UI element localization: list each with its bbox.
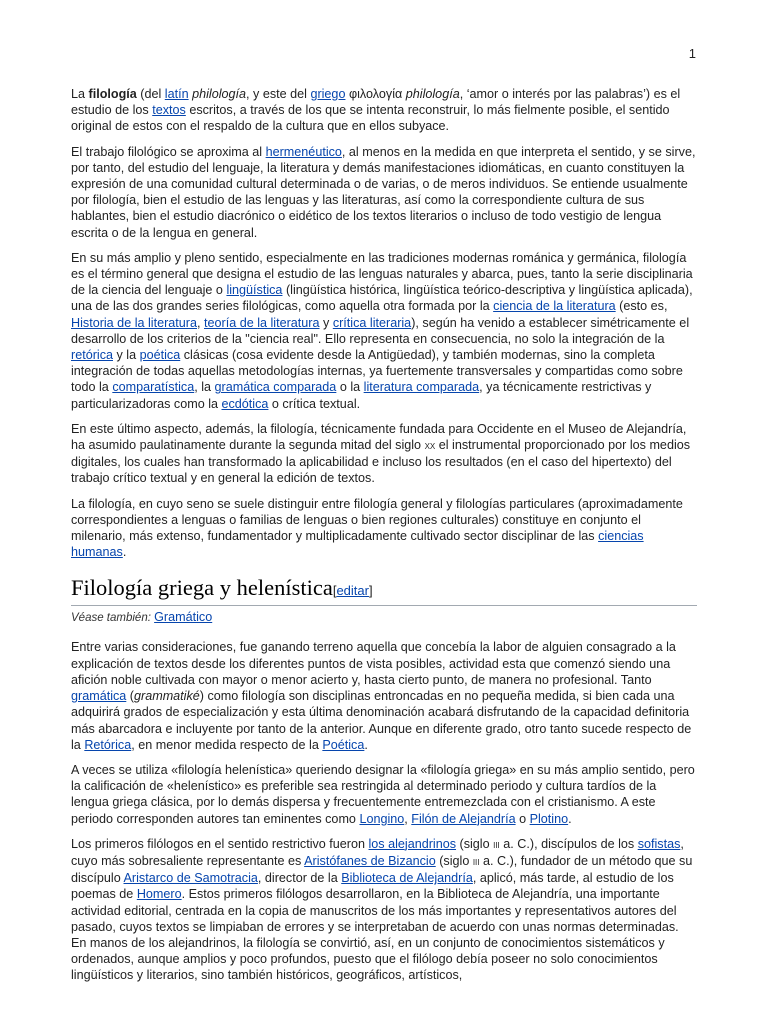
- text: En este último aspecto, además, la filología, técnicamente fundada para Occidente en el Museo de Alejandría, ha asumido paulatinamente durante la segunda mitad del siglo: [71, 421, 687, 453]
- text: A veces se utiliza «filología helenística» queriendo designar la «filología griega» en su más amplio sentido, pero la calificación de «helenístico» es preferible sea restringida al determinado periodo y cultura tardíos de la lengua griega clásica, por lo demás dispersa y frecuentemente entremezclada con el cristianismo. A este periodo corresponden autores tan eminentes como: [71, 762, 695, 826]
- text: En su más amplio y pleno sentido, especialmente en las tradiciones modernas románica y germánica, filología es el término general que designa el estudio de las lenguas naturales y abarca, pues, tanto la serie disciplinaria de la ciencia del lenguaje o: [71, 250, 693, 298]
- bracket-open: [: [332, 583, 337, 599]
- link-textos[interactable]: textos: [152, 103, 186, 118]
- etymology-latin: philología: [192, 87, 247, 101]
- link-linguistica[interactable]: lingüística: [226, 283, 283, 298]
- link-ciencias-humanas[interactable]: ciencias humanas: [71, 529, 644, 560]
- section-paragraph-3: [71, 836, 697, 984]
- text: , ‘amor o interés por las palabras’) es el estudio de los: [71, 87, 681, 118]
- section-paragraph-1: [71, 639, 697, 752]
- link-griego[interactable]: griego: [310, 87, 346, 101]
- text: , y este del: [246, 87, 311, 101]
- text: La filología, en cuyo seno se suele distinguir entre filología general y filologías particulares (aproximadamente correspondientes a lenguas o familias de lenguas o bien regiones culturales) constituye en conjunto el milenario, más extenso, fundamentador y multiplicadamente cultivado sector disciplinar de las: [71, 496, 683, 544]
- link-teoria-de-la-literatura[interactable]: teoría de la literatura: [204, 315, 320, 330]
- link-poetica[interactable]: poética: [139, 348, 181, 363]
- link-biblioteca-de-alejandria[interactable]: Biblioteca de Alejandría: [341, 871, 473, 886]
- text: (esto es,: [615, 299, 668, 314]
- text: ), según ha venido a establecer simétricamente el desarrollo de los criterios de la "ciencia real". Ello representa en consecuencia, no solo la integración de la: [71, 315, 690, 346]
- text: o crítica textual.: [268, 396, 361, 411]
- text: , en menor medida respecto de la: [131, 737, 323, 752]
- page-number: 1: [688, 46, 696, 61]
- see-also-label: Véase también:: [71, 612, 151, 625]
- text: ,: [404, 811, 412, 826]
- text: , al menos en la medida en que interpreta el sentido, y se sirve, por tanto, del estudio del lenguaje, la literatura y demás manifestaciones idiomáticas, en cuanto constituyen la expresión de una comunidad cultural determinada o de varias, o de meros individuos. Se entiende usualmente por filología, bien el estudio de las lenguas y las literaturas, así como la correspondiente cultura de sus hablantes, bien el estudio diacrónico o eidético de los textos literarios o incluso de todo vestigio de lengua escrita o de la lengua en general.: [71, 144, 696, 240]
- link-comparatistica[interactable]: comparatística: [112, 380, 195, 395]
- link-aristofanes-de-bizancio[interactable]: Aristófanes de Bizancio: [304, 853, 436, 868]
- text: y la: [113, 348, 140, 363]
- bracket-close: ]: [368, 583, 373, 599]
- century-numeral: iii: [493, 838, 500, 851]
- text: a. C.), discípulos de los: [499, 836, 638, 851]
- link-poetica-2[interactable]: Poética: [322, 737, 365, 752]
- link-ciencia-de-la-literatura[interactable]: ciencia de la literatura: [493, 299, 616, 314]
- link-plotino[interactable]: Plotino: [529, 811, 569, 826]
- century-numeral: iii: [472, 855, 480, 868]
- text: .: [568, 811, 572, 826]
- text: , ya técnicamente restrictivas y particularizadoras como la: [71, 380, 652, 411]
- text: .: [364, 737, 368, 752]
- intro-paragraph-1: [71, 86, 697, 135]
- text: (lingüística histórica, lingüística teórico-descriptiva y lingüística aplicada), una de las dos grandes series filológicas, como aquella otra formada por la: [71, 283, 693, 314]
- text: , director de la: [257, 871, 342, 886]
- link-latin[interactable]: latín: [164, 87, 189, 101]
- link-hermeneutico[interactable]: hermenéutico: [265, 144, 342, 159]
- link-los-alejandrinos[interactable]: los alejandrinos: [368, 836, 457, 851]
- intro-paragraph-4: [71, 421, 697, 487]
- text: φιλολογία: [345, 87, 406, 101]
- link-longino[interactable]: Longino: [359, 811, 405, 826]
- text: , cuyo más sobresaliente representante es: [71, 836, 684, 868]
- text: o: [515, 811, 530, 826]
- text: .: [122, 545, 127, 560]
- text: , la: [194, 380, 215, 395]
- section-paragraph-2: [71, 762, 697, 827]
- edit-section: [333, 583, 373, 598]
- edit-section-link[interactable]: editar: [336, 583, 369, 599]
- link-gramatico[interactable]: Gramático: [154, 610, 213, 625]
- term-filologia: filología: [88, 87, 137, 101]
- link-gramatica-comparada[interactable]: gramática comparada: [214, 380, 337, 395]
- intro-paragraph-3: [71, 250, 697, 412]
- article-body: [71, 86, 697, 993]
- text: el instrumental proporcionado por los medios digitales, los cuales han transformado la aplicabilidad e incluso los resultados (en el caso del hipertexto) del trabajo crítico textual y en general la edición de textos.: [71, 438, 691, 486]
- link-filon-de-alejandria[interactable]: Filón de Alejandría: [411, 811, 516, 826]
- text: (siglo: [435, 853, 473, 868]
- text: a. C.), fundador de un método que su discípulo: [71, 853, 693, 886]
- century-numeral: xx: [424, 440, 436, 453]
- text: ,: [197, 315, 204, 330]
- text: (siglo: [456, 836, 494, 851]
- link-critica-literaria[interactable]: crítica literaria: [332, 315, 412, 330]
- link-ecdotica[interactable]: ecdótica: [221, 396, 269, 411]
- text: El trabajo filológico se aproxima al: [71, 144, 266, 159]
- link-homero[interactable]: Homero: [136, 887, 182, 902]
- text: y: [319, 315, 333, 330]
- term-grammatike: grammatiké: [134, 689, 200, 704]
- text: escritos, a través de los que se intenta reconstruir, lo más fielmente posible, el sentido original de estos con el respaldo de la cultura que en ellos subyace.: [71, 103, 670, 134]
- link-aristarco-de-samotracia[interactable]: Aristarco de Samotracia: [123, 871, 258, 886]
- link-historia-de-la-literatura[interactable]: Historia de la literatura: [71, 315, 197, 330]
- section-title: Filología griega y helenística: [71, 575, 333, 601]
- text: clásicas (cosa evidente desde la Antigüedad), y también modernas, sino la completa integración de todas aquellas metodologías internas, ya fuertemente transversales y compartidas como sobre todo la: [71, 348, 683, 395]
- section-heading: [71, 575, 697, 606]
- text: ) como filología son disciplinas entroncadas en no pequeña medida, si bien cada una adquirirá grados de especialización y esta última denominación acabará disfrutando de la capacidad definitoria más abarcadora e incluyente por tanto de la anterior. Aunque en diferente grado, otro tanto sucede respecto de la: [71, 689, 692, 752]
- text: (: [126, 689, 134, 704]
- text: (del: [136, 87, 165, 101]
- link-retorica-2[interactable]: Retórica: [84, 737, 132, 752]
- etymology-greek: philología: [405, 87, 460, 101]
- text: o la: [336, 380, 364, 395]
- link-literatura-comparada[interactable]: literatura comparada: [363, 380, 480, 395]
- text: , aplicó, más tarde, al estudio de los poemas de: [71, 871, 674, 902]
- text: . Estos primeros filólogos desarrollaron, en la Biblioteca de Alejandría, una importante actividad editorial, centrada en la copia de manuscritos de los más importantes y representativos autores del pasado, cuyos textos se limpiaban de errores y se interpretaban de acuerdo con unas normas determinadas. En manos de los alejandrinos, la filología se convirtió, así, en un conjunto de conocimientos sistemáticos y ordenados, aunque amplios y poco profundos, puesto que el filólogo debía poseer no solo conocimientos lingüísticos y literarios, sino también históricos, geográficos, artísticos,: [71, 887, 679, 983]
- text: La: [71, 87, 89, 101]
- link-retorica[interactable]: retórica: [71, 348, 113, 363]
- text: Los primeros filólogos en el sentido restrictivo fueron: [71, 836, 369, 851]
- see-also-note: [71, 610, 697, 625]
- link-sofistas[interactable]: sofistas: [637, 836, 681, 851]
- text: Entre varias consideraciones, fue ganando terreno aquella que concebía la labor de alguien consagrado a la explicación de textos desde los diferentes puntos de vista posibles, actividad esta que comenzó siendo una afición noble cultivada con mayor o menor acierto y, hasta cierto punto, de manera no profesional. Tanto: [71, 640, 676, 687]
- link-gramatica[interactable]: gramática: [71, 689, 127, 704]
- intro-paragraph-2: [71, 144, 697, 241]
- intro-paragraph-5: [71, 496, 697, 561]
